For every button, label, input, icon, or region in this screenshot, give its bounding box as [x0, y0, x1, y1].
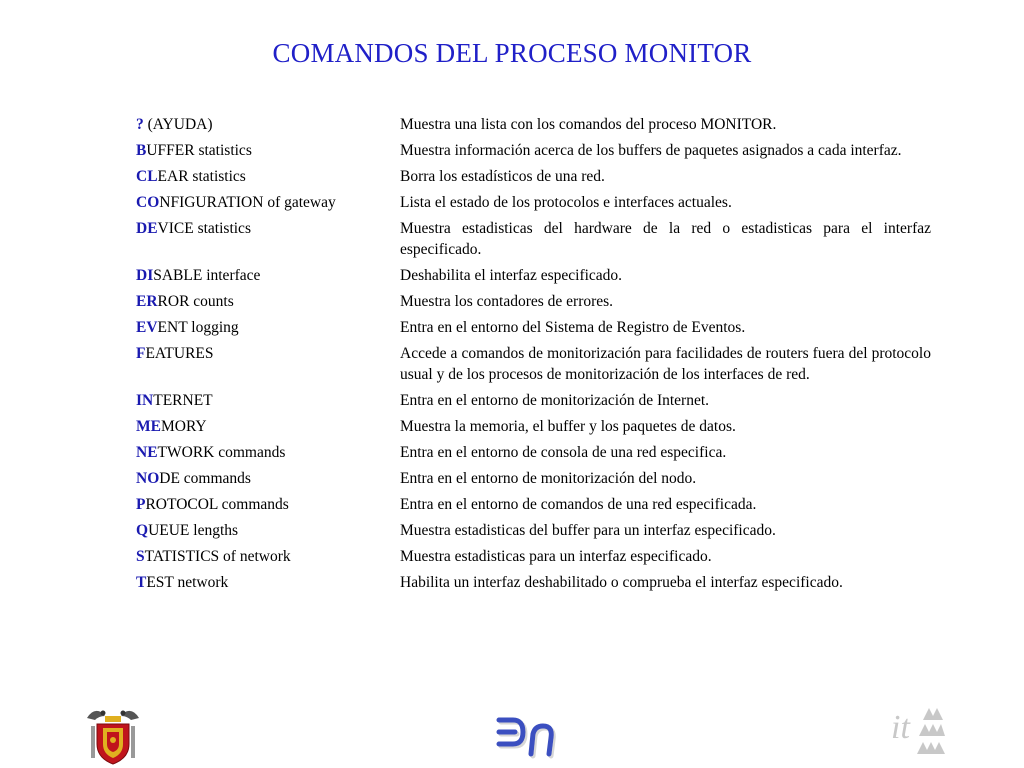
command-name — [136, 572, 400, 598]
command-abbreviation: Q — [136, 522, 149, 539]
command-description: Entra en el entorno de consola de una red especifica. — [400, 444, 727, 461]
command-name — [136, 442, 400, 468]
command-row — [136, 218, 931, 265]
command-name — [136, 317, 400, 343]
command-description: Entra en el entorno de monitorización del nodo. — [400, 470, 697, 487]
command-row — [136, 343, 931, 390]
command-abbreviation: ER — [136, 293, 158, 310]
command-description: Lista el estado de los protocolos e interfaces actuales. — [400, 194, 732, 211]
command-row — [136, 546, 931, 572]
command-row — [136, 192, 931, 218]
command-row — [136, 390, 931, 416]
it-logo — [889, 704, 945, 760]
command-name — [136, 546, 400, 572]
command-abbreviation: ? — [136, 116, 144, 133]
command-rest: EST network — [146, 574, 229, 591]
command-abbreviation: NE — [136, 444, 158, 461]
command-rest: UFFER statistics — [146, 142, 252, 159]
university-crest-logo — [83, 704, 143, 766]
command-name — [136, 265, 400, 291]
command-name — [136, 520, 400, 546]
command-description: Muestra estadisticas del hardware de la red o estadisticas para el interfaz especificado. — [400, 220, 931, 258]
command-description: Muestra los contadores de errores. — [400, 293, 614, 310]
command-description: Entra en el entorno de monitorización de Internet. — [400, 392, 710, 409]
command-description: Muestra información acerca de los buffers de paquetes asignados a cada interfaz. — [400, 142, 902, 159]
command-name — [136, 494, 400, 520]
commands-table — [136, 114, 931, 598]
department-logo — [493, 712, 561, 760]
command-row — [136, 166, 931, 192]
command-name — [136, 291, 400, 317]
command-abbreviation: T — [136, 574, 147, 591]
command-abbreviation: CL — [136, 168, 158, 185]
command-name — [136, 468, 400, 494]
command-rest: NFIGURATION of gateway — [159, 194, 336, 211]
command-abbreviation: DI — [136, 267, 154, 284]
command-row — [136, 291, 931, 317]
command-row — [136, 494, 931, 520]
command-abbreviation: IN — [136, 392, 154, 409]
command-description: Habilita un interfaz deshabilitado o comprueba el interfaz especificado. — [400, 574, 843, 591]
command-name — [136, 416, 400, 442]
command-row — [136, 114, 931, 140]
command-abbreviation: B — [136, 142, 147, 159]
command-description: Muestra estadisticas del buffer para un interfaz especificado. — [400, 522, 776, 539]
command-description: Muestra una lista con los comandos del proceso MONITOR. — [400, 116, 777, 133]
command-rest: EAR statistics — [157, 168, 246, 185]
command-rest: ROTOCOL commands — [145, 496, 289, 513]
command-abbreviation: ME — [136, 418, 161, 435]
command-row — [136, 468, 931, 494]
command-name — [136, 218, 400, 265]
command-name — [136, 343, 400, 390]
command-abbreviation: F — [136, 345, 146, 362]
command-abbreviation: DE — [136, 220, 158, 237]
command-description: Borra los estadísticos de una red. — [400, 168, 605, 185]
command-abbreviation: S — [136, 548, 145, 565]
command-rest: TATISTICS of network — [144, 548, 291, 565]
command-rest: EATURES — [145, 345, 214, 362]
command-description: Entra en el entorno del Sistema de Registro de Eventos. — [400, 319, 746, 336]
command-abbreviation: NO — [136, 470, 160, 487]
command-row — [136, 265, 931, 291]
command-row — [136, 317, 931, 343]
command-description: Accede a comandos de monitorización para facilidades de routers fuera del protocolo usual y de los procesos de monitorización de los interfaces de red. — [400, 345, 931, 383]
command-name — [136, 166, 400, 192]
command-rest: UEUE lengths — [148, 522, 239, 539]
command-row — [136, 416, 931, 442]
command-row — [136, 442, 931, 468]
command-description: Muestra estadisticas para un interfaz especificado. — [400, 548, 712, 565]
command-rest: TWORK commands — [157, 444, 286, 461]
command-description: Entra en el entorno de comandos de una red especificada. — [400, 496, 757, 513]
command-abbreviation: CO — [136, 194, 160, 211]
page-title: COMANDOS DEL PROCESO MONITOR — [272, 38, 752, 68]
command-rest: SABLE interface — [153, 267, 261, 284]
it-logo-text: it — [891, 709, 910, 746]
command-rest: MORY — [160, 418, 207, 435]
command-row — [136, 572, 931, 598]
command-rest: ROR counts — [157, 293, 234, 310]
command-row — [136, 140, 931, 166]
command-abbreviation: P — [136, 496, 146, 513]
command-description: Deshabilita el interfaz especificado. — [400, 267, 623, 284]
command-abbreviation: EV — [136, 319, 158, 336]
command-rest: VICE statistics — [157, 220, 251, 237]
command-name — [136, 114, 400, 140]
command-rest: TERNET — [153, 392, 213, 409]
command-rest: ENT logging — [157, 319, 239, 336]
command-description: Muestra la memoria, el buffer y los paquetes de datos. — [400, 418, 736, 435]
command-rest: DE commands — [159, 470, 251, 487]
command-row — [136, 520, 931, 546]
command-name — [136, 140, 400, 166]
command-name — [136, 390, 400, 416]
command-rest: (AYUDA) — [143, 116, 213, 133]
command-name — [136, 192, 400, 218]
